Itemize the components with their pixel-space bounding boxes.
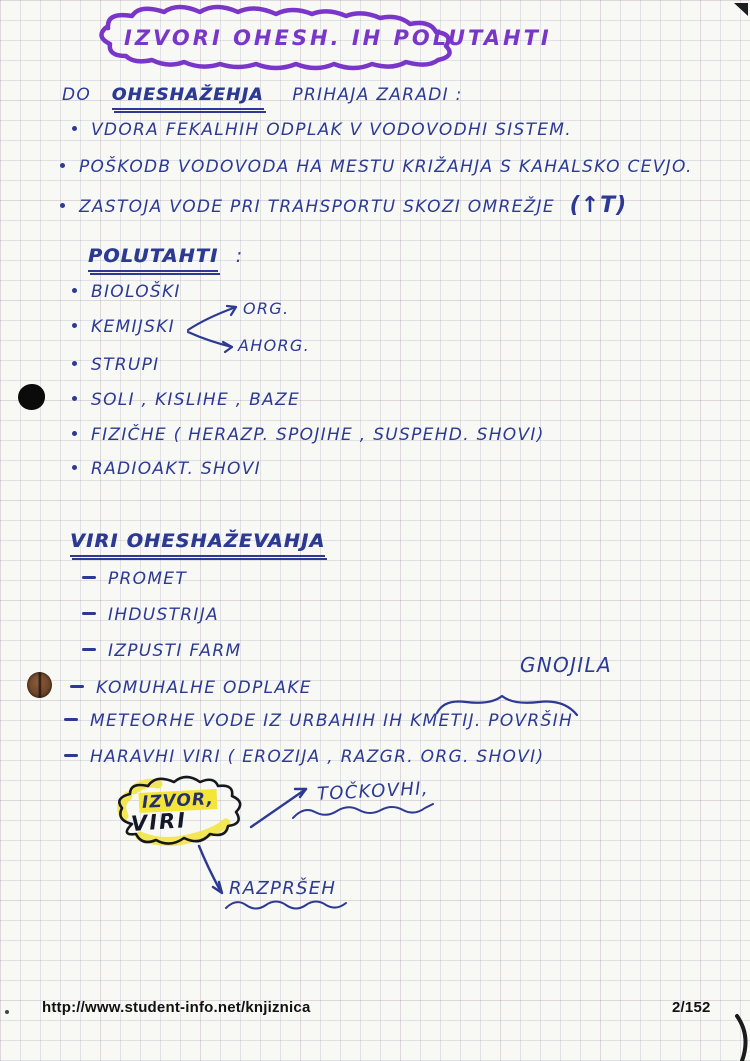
list-item-label: IHDUSTRIJA (108, 605, 219, 625)
branch-label-anorg: AHORG. (238, 336, 310, 355)
scan-edge-mark (737, 1016, 746, 1061)
footer-page-number: 2/152 (672, 999, 711, 1016)
list-item (70, 678, 312, 698)
list-item-label: ZASTOJA VODE PRI TRAHSPORTU SKOZI OMREŽJE (79, 197, 555, 217)
izvor-cloud-bottom-label (131, 810, 187, 834)
intro-lead-prefix: DO (62, 85, 92, 105)
bullet-dot (72, 465, 77, 470)
list-item (72, 425, 545, 445)
hole-punch-top (18, 384, 45, 410)
section-heading-label: VIRI OHESHAŽEVAHJA (70, 530, 325, 557)
list-item (72, 282, 181, 302)
bullet-dot (72, 396, 77, 401)
list-item (82, 641, 241, 661)
cloud-word-viri: VIRI (130, 808, 188, 836)
dash-bullet (82, 648, 96, 651)
arrow-to-tockovni (251, 789, 306, 827)
wavy-underline-tockovni (293, 804, 433, 818)
bullet-dot (72, 126, 77, 131)
branch-label-org: ORG. (243, 299, 290, 318)
list-item-label: PROMET (108, 569, 188, 589)
list-item (72, 120, 572, 140)
list-item (72, 459, 261, 479)
list-item (82, 605, 219, 625)
list-item-label: POŠKODB VODOVODA HA MESTU KRIŽAHJA S KAHALSKO CEVJO. (79, 157, 693, 177)
list-item (82, 569, 187, 589)
wavy-underline-razprsen (226, 902, 346, 909)
gnojila-annotation: GNOJILA (520, 653, 612, 677)
list-item-label: KOMUHALHE ODPLAKE (96, 678, 312, 698)
list-item (64, 711, 573, 731)
bullet-dot (72, 431, 77, 436)
scan-dot (5, 1010, 9, 1014)
dash-bullet (70, 685, 84, 688)
bullet-dot (60, 163, 65, 168)
list-item (60, 193, 627, 219)
kemijski-fork-arrows (188, 306, 236, 352)
list-item (72, 317, 175, 337)
arrow-to-razprsen (199, 846, 222, 893)
section-heading-label: POLUTAHTI (88, 245, 218, 272)
bullet-dot (72, 361, 77, 366)
list-item (64, 747, 544, 767)
list-item-label: METEORHE VODE IZ URBAHIH IH KMETIJ. POVRŠIH (90, 711, 574, 731)
temperature-note: (↑T) (569, 193, 628, 218)
list-item-label: SOLI , KISLIHE , BAZE (91, 390, 301, 410)
heading-colon: : (235, 245, 244, 267)
bullet-dot (72, 323, 77, 328)
list-item-label: FIZIČHE ( HERAZP. SPOJIHE , SUSPEHD. SHOVI) (91, 425, 545, 445)
list-item-label: STRUPI (91, 355, 160, 375)
list-item (60, 157, 693, 177)
cloud-word-izvor: IZVOR, (139, 789, 218, 813)
corner-fold-mark (734, 3, 748, 16)
bullet-dot (72, 288, 77, 293)
list-item-label: HARAVHI VIRI ( EROZIJA , RAZGR. ORG. SHOVI) (90, 747, 545, 767)
list-item-label: KEMIJSKI (91, 317, 175, 337)
intro-lead-term: OHESHAŽEHJA (112, 85, 264, 110)
dash-bullet (82, 612, 96, 615)
node-razprsen: RAZPRŠEH (229, 878, 337, 899)
dash-bullet (64, 718, 78, 721)
list-item-label: BIOLOŠKI (91, 282, 181, 302)
hole-punch-bottom (27, 672, 52, 698)
list-item (72, 355, 160, 375)
dash-bullet (82, 576, 96, 579)
dash-bullet (64, 754, 78, 757)
section-heading-viri (70, 530, 325, 553)
intro-lead-suffix: PRIHAJA ZARADI : (292, 85, 463, 105)
list-item-label: VDORA FEKALHIH ODPLAK V VODOVODHI SISTEM. (91, 120, 572, 140)
intro-lead-line (62, 85, 463, 105)
section-heading-polutanti (88, 245, 243, 268)
list-item-label: IZPUSTI FARM (108, 641, 242, 661)
list-item (72, 390, 300, 410)
list-item-label: RADIOAKT. SHOVI (91, 459, 261, 479)
page-title: IZVORI OHESH. IH POLUTAHTI (124, 26, 552, 50)
node-tockovni: TOČKOVHI, (316, 778, 430, 805)
bullet-dot (60, 203, 65, 208)
footer-url: http://www.student-info.net/knjiznica (42, 999, 311, 1016)
